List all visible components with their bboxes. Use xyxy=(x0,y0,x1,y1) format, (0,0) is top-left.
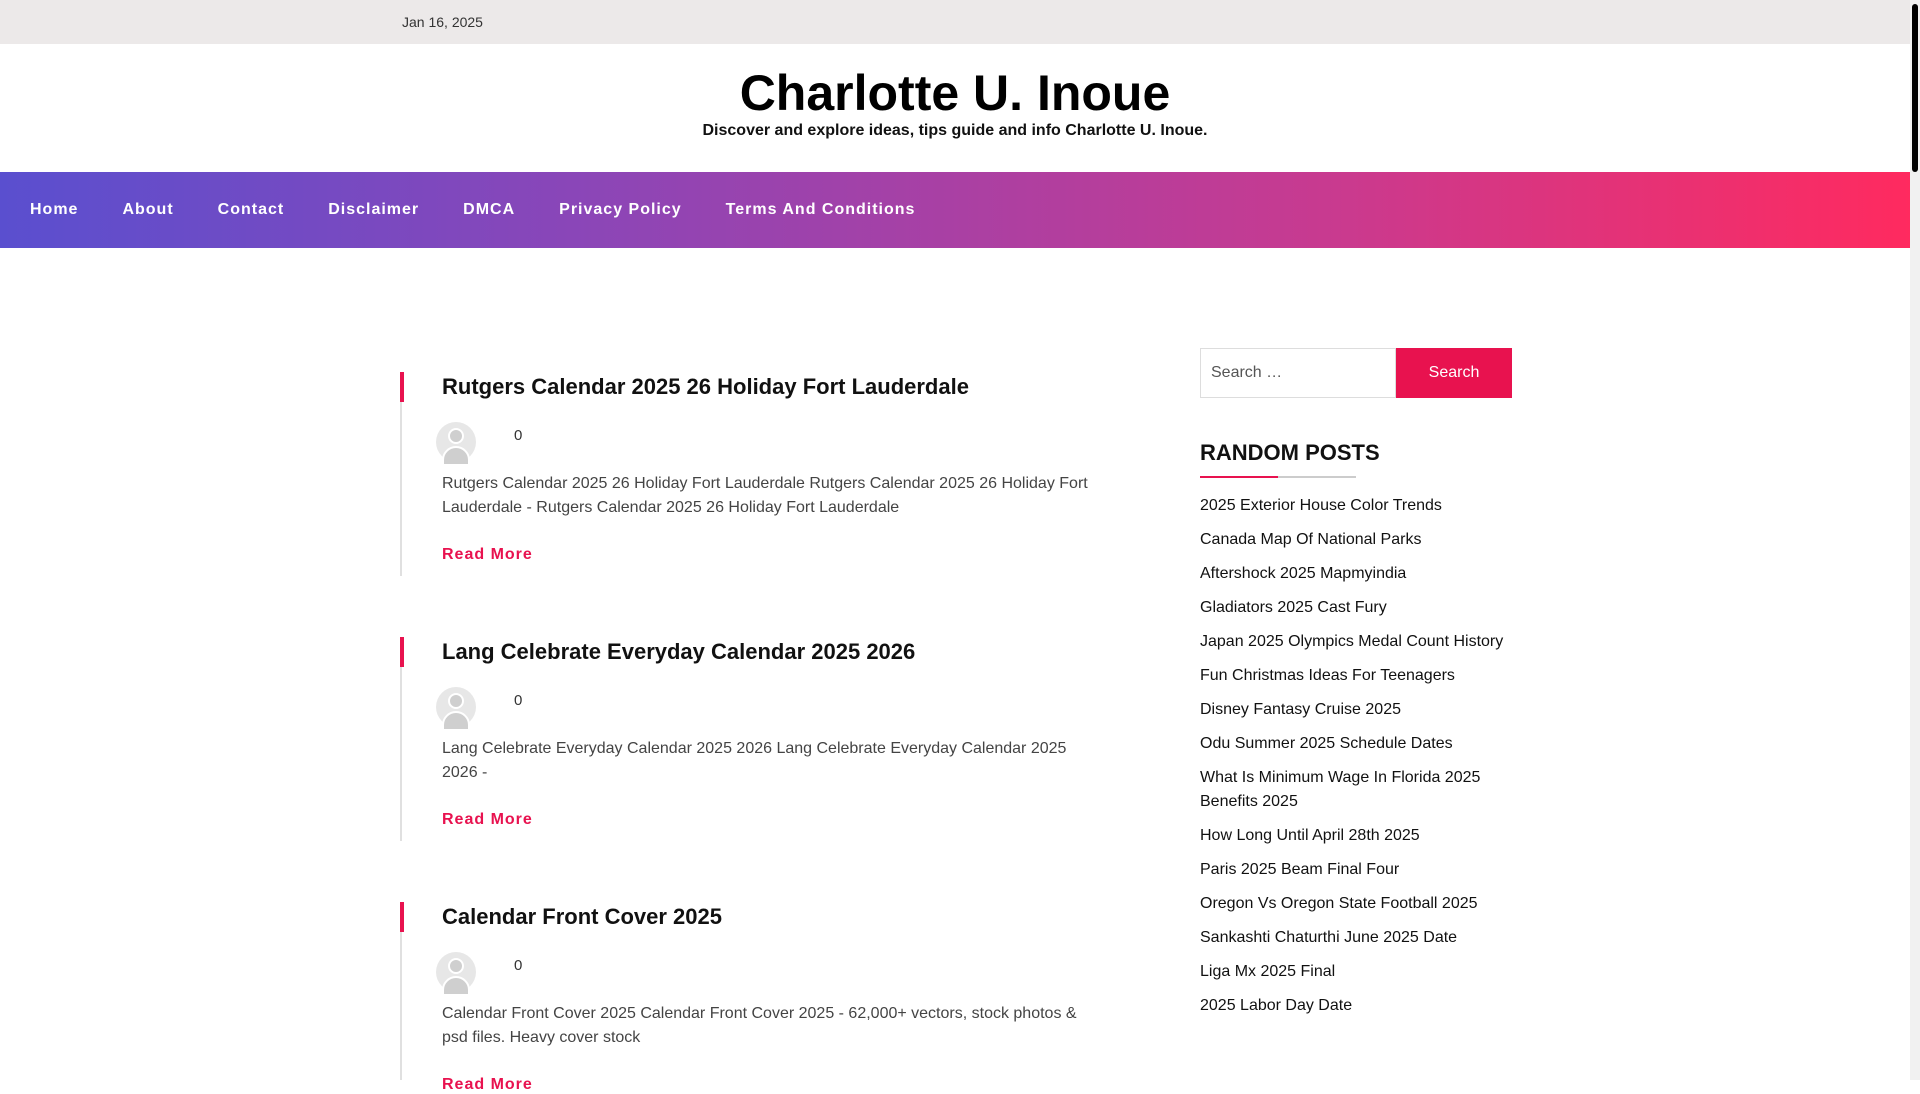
read-more-link[interactable]: Read More xyxy=(442,546,533,563)
comment-count[interactable]: 0 xyxy=(514,957,523,974)
post-card xyxy=(400,637,1120,841)
random-post-link[interactable]: Liga Mx 2025 Final xyxy=(1200,963,1336,980)
random-post-link[interactable]: Odu Summer 2025 Schedule Dates xyxy=(1200,735,1453,752)
random-post-link[interactable]: Canada Map Of National Parks xyxy=(1200,531,1422,548)
page-scrollbar[interactable] xyxy=(1910,0,1920,1080)
nav-item-home[interactable]: Home xyxy=(30,201,79,218)
read-more-link[interactable]: Read More xyxy=(442,811,533,828)
random-post-link[interactable]: 2025 Exterior House Color Trends xyxy=(1200,497,1442,514)
comment-count[interactable]: 0 xyxy=(514,427,523,444)
post-title[interactable]: Calendar Front Cover 2025 xyxy=(442,904,722,929)
site-header xyxy=(0,44,1910,172)
post-accent-bar xyxy=(400,637,404,667)
search-input[interactable] xyxy=(1200,348,1396,398)
nav-item-contact[interactable]: Contact xyxy=(217,201,285,218)
random-post-link[interactable]: Sankashti Chaturthi June 2025 Date xyxy=(1200,929,1458,946)
sidebar xyxy=(1200,348,1512,1028)
post-excerpt: Lang Celebrate Everyday Calendar 2025 2026 Lang Celebrate Everyday Calendar 2025 2026 - xyxy=(442,740,1067,781)
read-more-link[interactable]: Read More xyxy=(442,1076,533,1093)
random-post-link[interactable]: 2025 Labor Day Date xyxy=(1200,997,1353,1014)
search-form xyxy=(1200,348,1512,398)
random-post-link[interactable]: What Is Minimum Wage In Florida 2025 Benefits 2025 xyxy=(1200,769,1481,810)
author-avatar-icon[interactable] xyxy=(436,687,476,727)
nav-item-about[interactable]: About xyxy=(122,201,174,218)
widget-title-underline xyxy=(1200,476,1356,478)
random-post-link[interactable]: Aftershock 2025 Mapmyindia xyxy=(1200,565,1407,582)
top-bar xyxy=(0,0,1910,44)
post-excerpt: Calendar Front Cover 2025 Calendar Front Cover 2025 - 62,000+ vectors, stock photos & psd files. Heavy cover stock xyxy=(442,1005,1077,1046)
post-excerpt: Rutgers Calendar 2025 26 Holiday Fort Lauderdale Rutgers Calendar 2025 26 Holiday Fort Lauderdale - Rutgers Calendar 2025 26 Holiday Fort Lauderdale xyxy=(442,475,1088,516)
random-post-link[interactable]: Paris 2025 Beam Final Four xyxy=(1200,861,1400,878)
author-avatar-icon[interactable] xyxy=(436,952,476,992)
post-accent-bar xyxy=(400,902,404,932)
post-accent-bar xyxy=(400,372,404,402)
nav-item-disclaimer[interactable]: Disclaimer xyxy=(328,201,420,218)
random-post-link[interactable]: Fun Christmas Ideas For Teenagers xyxy=(1200,667,1455,684)
author-avatar-icon[interactable] xyxy=(436,422,476,462)
current-date: Jan 16, 2025 xyxy=(402,14,483,30)
post-card xyxy=(400,902,1120,1093)
post-title[interactable]: Rutgers Calendar 2025 26 Holiday Fort Lauderdale xyxy=(442,374,969,399)
random-posts-title: RANDOM POSTS xyxy=(1200,440,1380,465)
post-title[interactable]: Lang Celebrate Everyday Calendar 2025 2026 xyxy=(442,639,916,664)
nav-item-dmca[interactable]: DMCA xyxy=(463,201,516,218)
site-title[interactable]: Charlotte U. Inoue xyxy=(739,65,1171,121)
main-navigation xyxy=(0,172,1910,248)
random-post-link[interactable]: How Long Until April 28th 2025 xyxy=(1200,827,1420,844)
search-button[interactable]: Search xyxy=(1396,348,1512,398)
nav-item-terms-and-conditions[interactable]: Terms And Conditions xyxy=(725,201,916,218)
random-post-link[interactable]: Oregon Vs Oregon State Football 2025 xyxy=(1200,895,1478,912)
scrollbar-thumb[interactable] xyxy=(1912,4,1918,172)
random-post-link[interactable]: Japan 2025 Olympics Medal Count History xyxy=(1200,633,1504,650)
random-posts-list xyxy=(1200,494,1512,1018)
nav-item-privacy-policy[interactable]: Privacy Policy xyxy=(559,201,682,218)
post-card xyxy=(400,372,1120,576)
random-post-link[interactable]: Gladiators 2025 Cast Fury xyxy=(1200,599,1387,616)
site-description: Discover and explore ideas, tips guide and info Charlotte U. Inoue. xyxy=(702,122,1208,139)
random-post-link[interactable]: Disney Fantasy Cruise 2025 xyxy=(1200,701,1401,718)
comment-count[interactable]: 0 xyxy=(514,692,523,709)
